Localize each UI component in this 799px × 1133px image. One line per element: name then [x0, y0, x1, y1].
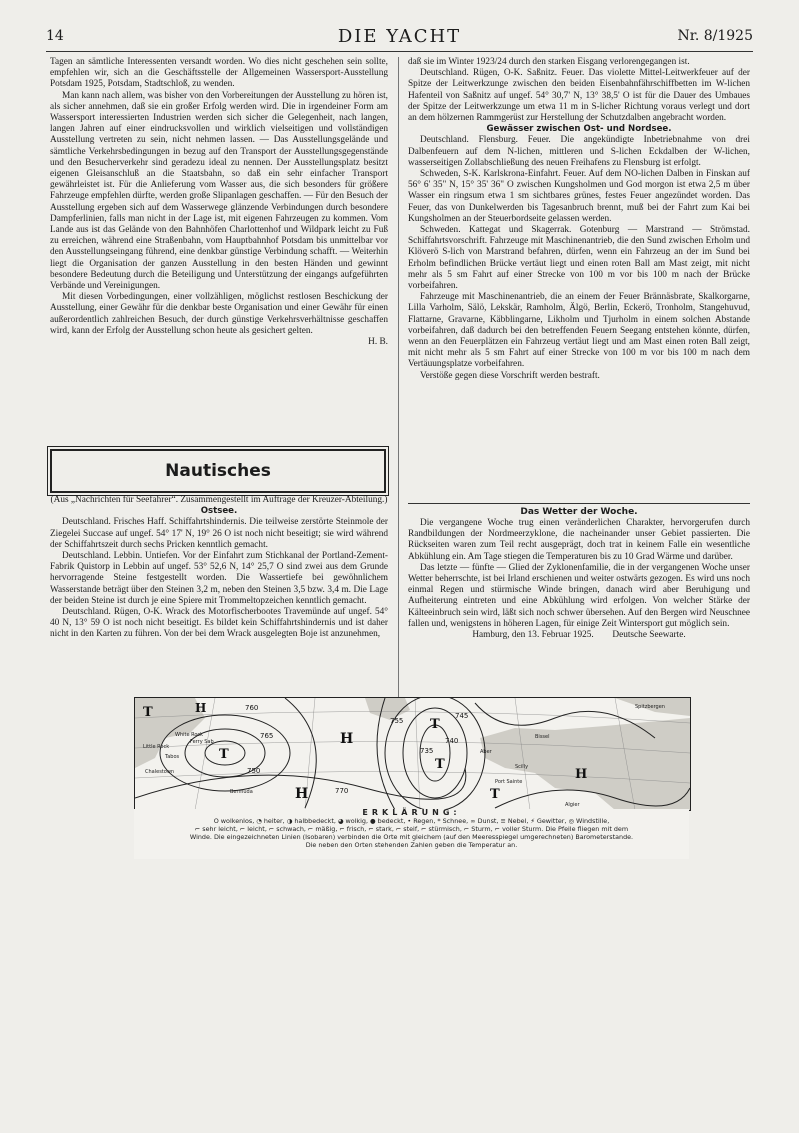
nautical-notices: [50, 495, 388, 641]
place-name: Aber: [480, 749, 492, 755]
dateline-row: [408, 630, 750, 641]
legend-line: Die neben den Orten stehenden Zahlen geben die Temperatur an.: [305, 841, 518, 849]
place-name: Ferry Sab: [190, 739, 214, 745]
place-name: Bissel: [535, 734, 550, 740]
isobar-value: 770: [335, 787, 349, 795]
subsection-heading: Gewässer zwischen Ost- und Nordsee.: [486, 124, 672, 135]
place-name: Chalestown: [145, 769, 175, 775]
high-label: H: [195, 701, 207, 715]
place-name: Scilly: [515, 764, 529, 770]
isobar-value: 735: [420, 747, 434, 755]
section-heading-box: [50, 449, 386, 493]
isobar-value: 760: [245, 704, 259, 712]
isobar-value: 765: [260, 732, 274, 740]
paragraph: Man kann nach allem, was bisher von den Vorbereitungen der Ausstellung zu hören ist, als sicher annehmen, daß sie ein großer Erfolg werden wird. Die in irgendeiner Form am Wassersport interessierten Industrien werden sich sicher die Gelegenheit, nach langen, langen Jahren auf einer eindrucksvollen und wirklich vielseitigen und vollständigen Ausstellung vertreten zu sein, nicht nehmen lassen. — Das Ausstellungsgelände und sämtliche Verkehrsbedingungen in bezug auf den Transport der Ausstellungsgegenstände und den Besucherverkehr sind geradezu ideal zu nennen. Der Ausstellungsplatz besitzt eigenen Gleisanschluß an die Staatsbahn, so daß ein sehr einfacher Transport gewährleistet ist. Für die Anlieferung vom Wasser aus, die sich besonders für größere Fahrzeuge empfehlen dürfte, werden große Slipanlagen geschaffen. — Für den Besuch der Ausstellung ergeben sich auf dem Wasserwege glänzende Verbindungen durch besondere Dampferlinien, falls man nicht in der Lage ist, mit eigenen Fahrzeugen zu kommen. Vom Lande aus ist das Gelände von den Bahnhöfen Charlottenhof und Wildpark leicht zu Fuß zu erreichen, während eine Straßenbahn, vom Hauptbahnhof Potsdam bis unmittelbar vor den Ausstellungseingang führend, eine denkbar günstige Verbindung schafft. — Weiterhin liegt die Organisation der ganzen Ausstellung in den besten Händen und gewinnt besondere Bedeutung durch die Beteiligung und Unterstützung der eingangs aufgeführten Verbände und Vereinigungen.: [50, 90, 388, 292]
section-heading: Nautisches: [165, 461, 271, 481]
page-number: 14: [46, 28, 64, 44]
legend-line: ⌐ sehr leicht, ⌐ leicht, ⌐ schwach, ⌐ mäßig, ⌐ frisch, ⌐ stark, ⌐ steif, ⌐ stürmisch, ⌐ Sturm, ⌐ voller Sturm. Die Pfeile fliegen mit dem: [194, 825, 629, 833]
place-name: Tabos: [165, 754, 180, 760]
high-label: H: [575, 767, 588, 782]
weather-report: [408, 518, 750, 641]
signature: Deutsche Seewarte.: [612, 630, 686, 641]
land-europe: [480, 718, 690, 810]
issue-number: Nr. 8/1925: [677, 28, 753, 44]
legend-title: ERKLÄRUNG:: [362, 808, 461, 817]
low-label: T: [430, 717, 440, 732]
notice: Deutschland. Flensburg. Feuer. Die angekündigte Inbetriebnahme von drei Dalbenfeuern auf dem N-lichen, mittleren und S-lichen Eckdalben der W-lichen, wasserseitigen Zollabschließung des neuen Freihafens zu Flensburg ist erfolgt.: [408, 135, 750, 168]
isobar-value: 750: [247, 767, 261, 775]
high-label: H: [295, 786, 309, 802]
map-legend: [134, 809, 689, 859]
isobar-value: 740: [445, 737, 459, 745]
isobar-value: 745: [455, 712, 469, 720]
notice: Fahrzeuge mit Maschinenantrieb, die an einem der Feuer Brännäsbrate, Skalkorgarne, Lilla Varholm, Sälö, Lekskär, Ramholm, Älgö, Berlin, Eckerö, Tronholm, Stangehuvud, Flattarne, Gravarne, Käbblingarne, Likholm und Tjurholm in einem solchen Abstande vorbeifahren, daß dadurch bei den betreffenden Feuern Seegang entstehen könnte, dürfen, wenn an den Feuerplätzen ein Fahrzeug vertäut liegt und am Mast einen roten Ball zeigt, mit nicht mehr als 5 sm Fahrt auf einer Strecke von 100 m vor bis 100 m nach dem Vertäuungsplatze vorbeifahren.: [408, 292, 750, 370]
weather-map-graphic: [135, 698, 690, 810]
author-signature: H. B.: [368, 337, 388, 348]
notice: Verstöße gegen diese Vorschrift werden bestraft.: [420, 370, 600, 381]
paragraph: Das letzte — fünfte — Glied der Zyklonenfamilie, die in der vergangenen Woche unser Wetter beherrschte, ist bei Irland erschienen und weiter ostwärts gezogen. Es wird uns noch einmal Regen und stürmische Winde bringen, danach wird aber Beruhigung und Aufheiterung eintreten und eine Abkühlung wird erfolgen. Von welcher Stärke der Kälteeinbruch sein wird, läßt sich noch schwer übersehen. Auf den Bergen wird Neuschnee fallen und, wenigstens in höheren Lagen, für einige Zeit Wintersport gut möglich sein.: [408, 562, 750, 629]
place-name: Bermuda: [230, 789, 253, 795]
paragraph: Die vergangene Woche trug einen veränderlichen Charakter, hervorgerufen durch Randbildungen der Nordmeerzyklone, die nacheinander unser Gebiet passierten. Die Rückseiten waren zum Teil recht ausgeprägt, doch trat in keinem Falle ein wesentliche Abkühlung ein. Am Tage stiegen die Temperaturen bis zu 10 Grad Wärme und darüber.: [408, 518, 750, 562]
low-label: T: [435, 757, 445, 772]
dateline: Hamburg, den 13. Februar 1925.: [472, 630, 594, 641]
nautical-notices-continued: [408, 57, 750, 382]
low-label: T: [490, 787, 500, 802]
place-name: White Rock: [175, 732, 204, 738]
paragraph: Mit diesen Vorbedingungen, einer vollzähligen, möglichst restlosen Beschickung der Ausstellung, einer Gewähr für die denkbar beste Organisation und einer Gewähr für einen außerordentlich zahlreichen Besuch, der durch günstige Verkehrsverhältnisse geschaffen wird, kann der Erfolg der Ausstellung schon heute als gesichert gelten.: [50, 292, 388, 336]
high-label: H: [340, 731, 354, 747]
subsection-heading: Ostsee.: [200, 506, 238, 517]
notice: Deutschland. Rügen, O-K. Wrack des Motorfischerbootes Travemünde auf ungef. 54° 40 N, 13° 59 O ist noch nicht beseitigt. Es bildet kein Schiffahrtshindernis und ist daher nicht in den Karten zu führen. Von der bei dem Wrack ausgelegten Boje ist anzunehmen,: [50, 607, 388, 640]
exhibition-article: [50, 57, 388, 348]
place-name: Port Sainte: [495, 779, 523, 785]
magazine-title: DIE YACHT: [337, 26, 462, 47]
place-name: Spitzbergen: [635, 704, 665, 710]
paragraph: Tagen an sämtliche Interessenten versandt worden. Wo dies nicht geschehen sein sollte, empfehlen wir, sich an die Geschäftsstelle der Allgemeinen Wassersport-Ausstellung Potsdam 1925, Potsdam, Stadtschloß, zu wenden.: [50, 57, 388, 90]
isobar-value: 755: [390, 717, 404, 725]
notice: Deutschland. Rügen, O-K. Saßnitz. Feuer. Das violette Mittel-Leitwerkfeuer auf der Spitze der Leitwerkzunge zwischen den beiden Eisenbahnfährschiffbetten im W-lichen Hafenteil von Saßnitz auf ungef. 54° 30,7' N, 13° 38,5' O ist für die Dauer des Umbaues der Spitze der Leitwerkzunge um etwa 11 m in S-licher Richtung voraus verlegt und dort an dem hölzernen Rammgerüst zur Herstellung der Schutzdalben angebracht worden.: [408, 68, 750, 124]
source-note: (Aus „Nachrichten für Seefahrer“. Zusammengestellt im Auftrage der Kreuzer-Abteilung.): [50, 495, 388, 505]
notice: Deutschland. Lebbin. Untiefen. Vor der Einfahrt zum Stichkanal der Portland-Zement-Fabrik Quistorp in Lebbin auf ungef. 53° 52,6 N, 14° 25,7 O sind zwei aus dem Grunde hervorragende Steine festgestellt worden. Die Wassertiefe bei gewöhnlichem Wasserstande beträgt über den Steinen 3,2 m, neben den Steinen 3,5 bzw. 3,4 m. Die Lage der beiden Steine ist durch je eine Spiere mit Trommeltopzeichen kenntlich gemacht.: [50, 551, 388, 606]
place-name: Little Rock: [143, 744, 170, 750]
weather-map: [134, 697, 691, 811]
weather-heading: Das Wetter der Woche.: [408, 503, 750, 517]
page-header: [46, 24, 753, 50]
place-name: Algier: [565, 802, 580, 808]
low-label: T: [219, 747, 229, 762]
low-label: T: [143, 705, 153, 720]
notice: Deutschland. Frisches Haff. Schiffahrtshindernis. Die teilweise zerstörte Steinmole der Ziegelei Succase auf ungef. 54° 17' N, 19° 26 O ist noch nicht beseitigt; sie wird während der Schiffahrtszeit durch sechs Pricken kenntlich gemacht.: [50, 517, 388, 550]
notice: Schweden. Kattegat und Skagerrak. Gotenburg — Marstrand — Strömstad. Schiffahrtsvorschrift. Fahrzeuge mit Maschinenantrieb, die den Sund zwischen Erholm und Klöverö S-lich von Marstrand befahren, dürfen, wenn ein Fahrzeug an der im Sund bei Erholm befindlichen Brücke vertäut liegt und einen roten Ball am Mast zeigt, mit nicht mehr als 5 sm Fahrt auf einer Strecke von 100 m vor bis 100 m nach der Brücke vorbeifahren.: [408, 225, 750, 292]
legend-line: O wolkenlos, ◔ heiter, ◑ halbbedeckt, ◕ wolkig, ● bedeckt, • Regen, * Schnee, ∞ Dunst, ≡ Nebel, ⚡ Gewitter, ◎ Windstille,: [213, 817, 610, 825]
notice: daß sie im Winter 1923/24 durch den starken Eisgang verlorengegangen ist.: [408, 57, 690, 67]
notice: Schweden, S-K. Karlskrona-Einfahrt. Feuer. Auf dem NO-lichen Dalben in Finskan auf 56° 6' 35" N, 15° 35' 36" O zwischen Kungsholmen und God morgon ist etwa 2,5 m über Wasser ein ringsum etwa 1 sm sichtbares grünes, festes Feuer angezündet worden. Das Feuer, das von Dunkelwerden bis Tagesanbruch brennt, muß bei der Fahrt zum Kai bei Kungsholmen an der Steuerbordseite gelassen werden.: [408, 169, 750, 224]
column-divider: [398, 57, 399, 697]
header-rule: [46, 51, 753, 52]
legend-line: Winde. Die eingezeichneten Linien (Isobaren) verbinden die Orte mit gleichem (auf den Meeresspiegel umgerechneten) Barometerstande.: [189, 833, 634, 841]
